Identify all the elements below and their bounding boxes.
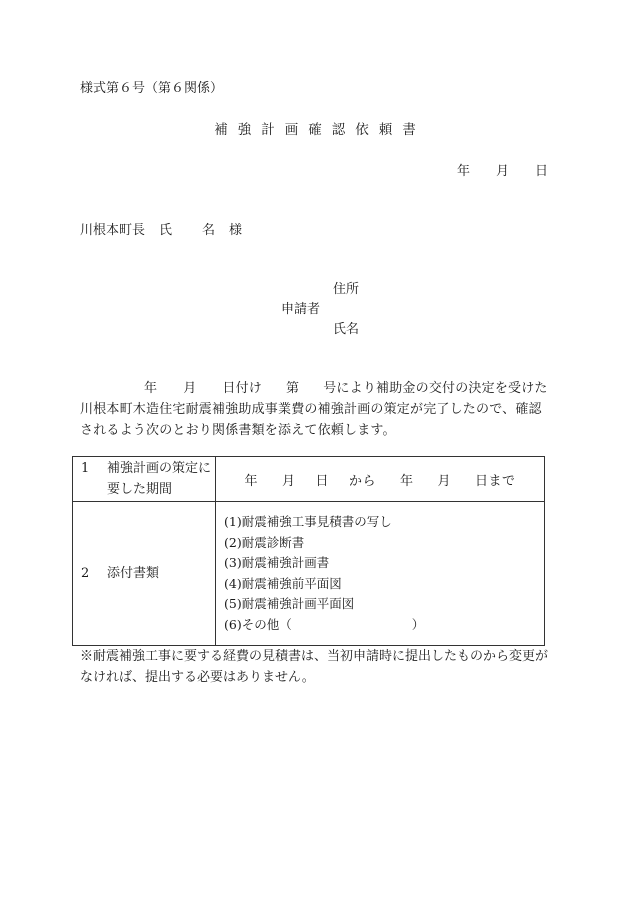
table-row-period — [73, 457, 545, 502]
request-paragraph — [80, 378, 550, 441]
date-month-label: 月 — [495, 164, 509, 179]
attachment-item: (5)耐震補強計画平面図 — [224, 596, 355, 611]
date-day-label: 日 — [534, 164, 548, 179]
attachment-item: (3)耐震補強計画書 — [224, 555, 330, 570]
period-from-word: から — [348, 473, 376, 489]
applicant-name-label: 氏名 — [333, 322, 360, 337]
addressee-honorific: 様 — [229, 223, 243, 238]
attachment-item: (1)耐震補強工事見積書の写し — [224, 514, 392, 529]
attachments-list — [216, 512, 544, 635]
period-to-year: 年 — [400, 473, 414, 489]
table-row-attachments — [73, 502, 545, 646]
attachments-label: 添付書類 — [107, 566, 160, 581]
period-from-day: 日 — [315, 473, 329, 489]
period-value-cell[interactable] — [216, 457, 545, 502]
period-row-number: 1 — [81, 461, 90, 476]
attachments-row-number: 2 — [81, 566, 90, 581]
addressee-name-label-1: 氏 — [159, 223, 173, 238]
attachments-list-cell — [216, 502, 545, 646]
period-to-day: 日まで — [475, 473, 516, 489]
addressee-office: 川根本町長 — [80, 223, 146, 238]
period-label: 補強計画の策定に要した期間 — [107, 461, 212, 497]
body-year: 年 — [144, 381, 158, 396]
body-number-prefix: 第 — [286, 381, 300, 396]
period-label-cell — [73, 457, 216, 502]
date-year-label: 年 — [456, 164, 470, 179]
date-line — [457, 165, 548, 178]
attachments-label-cell — [73, 502, 216, 646]
period-from-month: 月 — [281, 473, 296, 489]
details-table — [72, 456, 545, 646]
addressee — [80, 224, 242, 237]
attachment-item: (4)耐震補強前平面図 — [224, 575, 342, 591]
period-from-year: 年 — [244, 473, 258, 489]
footnote: ※耐震補強工事に要する経費の見積書は、当初申請時に提出したものから変更がなければ、提出する必要はありません。 — [80, 649, 549, 685]
attachment-other-close: ） — [411, 616, 425, 632]
form-number: 様式第６号（第６関係） — [80, 81, 224, 96]
body-text: 号により補助金の交付の決定を受けた川根本町木造住宅耐震補強助成事業費の補強計画の策定が完了したので、確認されるよう次のとおり関係書類を添えて依頼します。 — [80, 381, 548, 438]
applicant-address-label: 住所 — [333, 282, 360, 297]
applicant-role-label: 申請者 — [281, 302, 321, 317]
attachment-item: (2)耐震診断書 — [224, 534, 305, 550]
attachment-item-other[interactable] — [224, 615, 544, 636]
attachment-other-label: (6)その他（ — [224, 616, 292, 632]
body-month: 月 — [183, 381, 197, 396]
document-title: 補強計画確認依頼書 — [214, 122, 426, 138]
addressee-name-label-2: 名 — [202, 223, 216, 238]
period-to-month: 月 — [437, 473, 452, 489]
body-day-suffix: 日付け — [222, 381, 263, 396]
